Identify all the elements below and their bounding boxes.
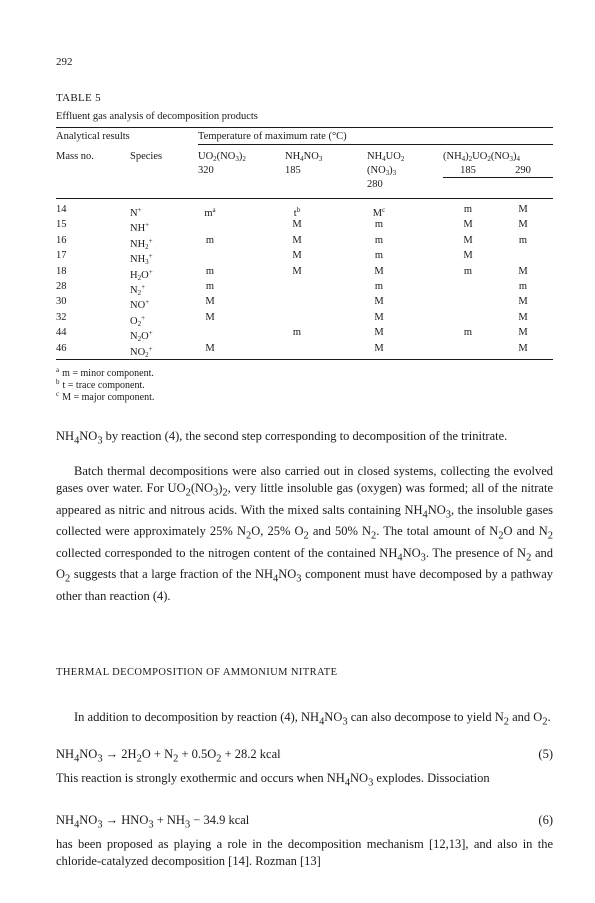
table-subtitle: Effluent gas analysis of decomposition products: [56, 111, 258, 122]
table-cell-value: M: [292, 250, 302, 262]
table-cell-value: M: [374, 342, 384, 354]
table-cell-value: M: [518, 327, 528, 339]
table-cell-value: m: [463, 327, 473, 339]
table-cell-value: m: [463, 265, 473, 277]
equation-5-text: $NH_4NO_3 \to 2H_2O + N_2 + 0.5O_2 + 28.2$ kcal: [56, 747, 281, 765]
table-cell-value: M: [518, 342, 528, 354]
header-temperature: Temperature of maximum rate (°C): [198, 131, 347, 142]
table-cell-value: m: [518, 234, 528, 246]
header-compound-4: $(NH_4)_2UO_2(NO_3)_4$: [443, 151, 521, 163]
table-cell-species: $NH_2^+$: [130, 236, 153, 251]
footnote-mark: c: [56, 390, 60, 398]
equation-6-number: (6): [538, 813, 553, 827]
table-cell-value: M: [518, 219, 528, 231]
footnote-text: M = major component.: [62, 392, 155, 403]
table-cell-mass: 32: [56, 311, 67, 323]
table-cell-value: m: [205, 281, 215, 292]
section-heading: THERMAL DECOMPOSITION OF AMMONIUM NITRATE: [56, 667, 338, 678]
table-cell-species: $NO_2^+$: [130, 344, 153, 359]
header-temp-3: 280: [367, 179, 383, 190]
table-cell-value: m: [518, 281, 528, 292]
table-cell-value: M: [374, 327, 384, 339]
temperature-header-rule: [198, 144, 553, 145]
table-cell-value: M: [292, 234, 302, 246]
table-cell-species: NH+: [130, 221, 150, 235]
table-cell-species: $N_2^+$: [130, 283, 146, 297]
header-analytical-results: Analytical results: [56, 131, 130, 142]
header-temp-2: 185: [285, 165, 301, 176]
table-cell-value: M: [518, 265, 528, 277]
table-cell-value: M: [205, 311, 215, 323]
table-cell-value: M: [374, 265, 384, 277]
table-cell-value: M: [463, 250, 473, 262]
table-cell-mass: 16: [56, 234, 67, 246]
equation-5-number: (5): [538, 747, 553, 761]
header-compound-2: $NH_4NO_3$: [285, 151, 323, 163]
table-cell-value: M: [463, 234, 473, 246]
footnote-mark: b: [56, 378, 60, 386]
table-cell-value: m: [374, 281, 384, 292]
table-top-rule: [56, 127, 553, 128]
table-cell-value: m: [374, 219, 384, 231]
table-cell-value: M: [518, 296, 528, 308]
paragraph-batch-decompositions: Batch thermal decompositions were also carried out in closed systems, collecting the evolved gases over water. For $UO_2(NO_3)_2$, very little insoluble gas (oxygen) was formed; all of the nitrate appeared as nitric and nitrous acids. With the mixed salts containing $NH_4NO_3$, the insoluble gases collected were approximately 25% $N_2O$, 25% $O_2$ and 50% $N_2$. The total amount of $N_2O$ and $N_2$ collected corresponded to the nitrogen content of the contained $NH_4NO_3$. The presence of $N_2$ and $O_2$ suggests that a large fraction of the $NH_4NO_3$ component must have decomposed by a pathway other than reaction (4).: [56, 464, 554, 603]
table-cell-species: N+: [130, 206, 142, 219]
table-cell-value: M: [292, 219, 302, 231]
table-cell-value: M: [518, 311, 528, 323]
table-cell-value: m: [205, 265, 215, 277]
table-cell-mass: 17: [56, 250, 67, 262]
table-header-rule: [56, 198, 553, 199]
header-temp-1: 320: [198, 165, 214, 176]
equation-5: [56, 746, 553, 768]
table-cell-value: m: [292, 327, 302, 339]
table-cell-mass: 46: [56, 342, 67, 354]
table-cell-value: $M^c$: [372, 206, 386, 219]
paragraph-dissociation: has been proposed as playing a role in the decomposition mechanism [12,13], and also in the chloride-catalyzed decomposition [14]. Rozman [13]: [56, 837, 553, 868]
header-compound-1: $UO_2(NO_3)_2$: [198, 151, 246, 163]
table-cell-value: M: [463, 219, 473, 231]
paragraph-ammonium-nitrate: In addition to decomposition by reaction (4), $NH_4NO_3$ can also decompose to yield $N_2$ and $O_2$.: [74, 710, 551, 728]
footnote-text: t = trace component.: [62, 380, 145, 391]
footnote-mark: a: [56, 366, 60, 374]
table-cell-value: m: [374, 234, 384, 246]
paragraph-continuation: $NH_4NO_3$ by reaction (4), the second step corresponding to decomposition of the trinitrate.: [56, 429, 508, 447]
header-temp-4b: 290: [515, 165, 531, 176]
table-cell-species: $NH_3^+$: [130, 252, 153, 267]
table-cell-value: $m^a$: [204, 206, 216, 219]
table-cell-species: $H_2O^+$: [130, 267, 153, 282]
table-cell-value: M: [292, 265, 302, 277]
header-species: Species: [130, 151, 163, 162]
page-number: 292: [56, 56, 73, 68]
table-cell-mass: 18: [56, 265, 67, 277]
table-cell-mass: 14: [56, 204, 67, 215]
table-cell-value: m: [205, 234, 215, 246]
footnote-text: m = minor component.: [62, 368, 154, 379]
header-compound-3: $NH_4UO_2$: [367, 151, 405, 163]
table-cell-value: M: [205, 296, 215, 308]
table-cell-value: M: [374, 296, 384, 308]
mixed-salt-subrule: [443, 177, 553, 178]
table-cell-mass: 44: [56, 327, 67, 339]
table-cell-value: m: [463, 204, 473, 215]
table-cell-species: NO+: [130, 298, 150, 312]
table-cell-value: M: [205, 342, 215, 354]
footnote: [56, 390, 154, 403]
table-cell-value: M: [518, 204, 528, 215]
table-cell-value: M: [374, 311, 384, 323]
table-cell-species: $N_2O^+$: [130, 329, 153, 344]
header-compound-3-line2: $(NO_3)_3$: [367, 165, 397, 177]
equation-6: [56, 812, 553, 834]
equation-6-text: $NH_4NO_3 \to HNO_3 + NH_3 - 34.9$ kcal: [56, 813, 250, 831]
table-cell-mass: 15: [56, 219, 67, 231]
table-cell-species: $O_2^+$: [130, 313, 146, 328]
table-caption: TABLE 5: [56, 92, 101, 104]
header-temp-4a: 185: [460, 165, 476, 176]
header-mass-no: Mass no.: [56, 151, 94, 162]
table-cell-value: m: [374, 250, 384, 262]
paragraph-exothermic: This reaction is strongly exothermic and occurs when $NH_4NO_3$ explodes. Dissociation: [56, 771, 490, 789]
table-cell-mass: 28: [56, 281, 67, 292]
table-cell-value: $t^b$: [293, 206, 301, 219]
table-cell-mass: 30: [56, 296, 67, 308]
